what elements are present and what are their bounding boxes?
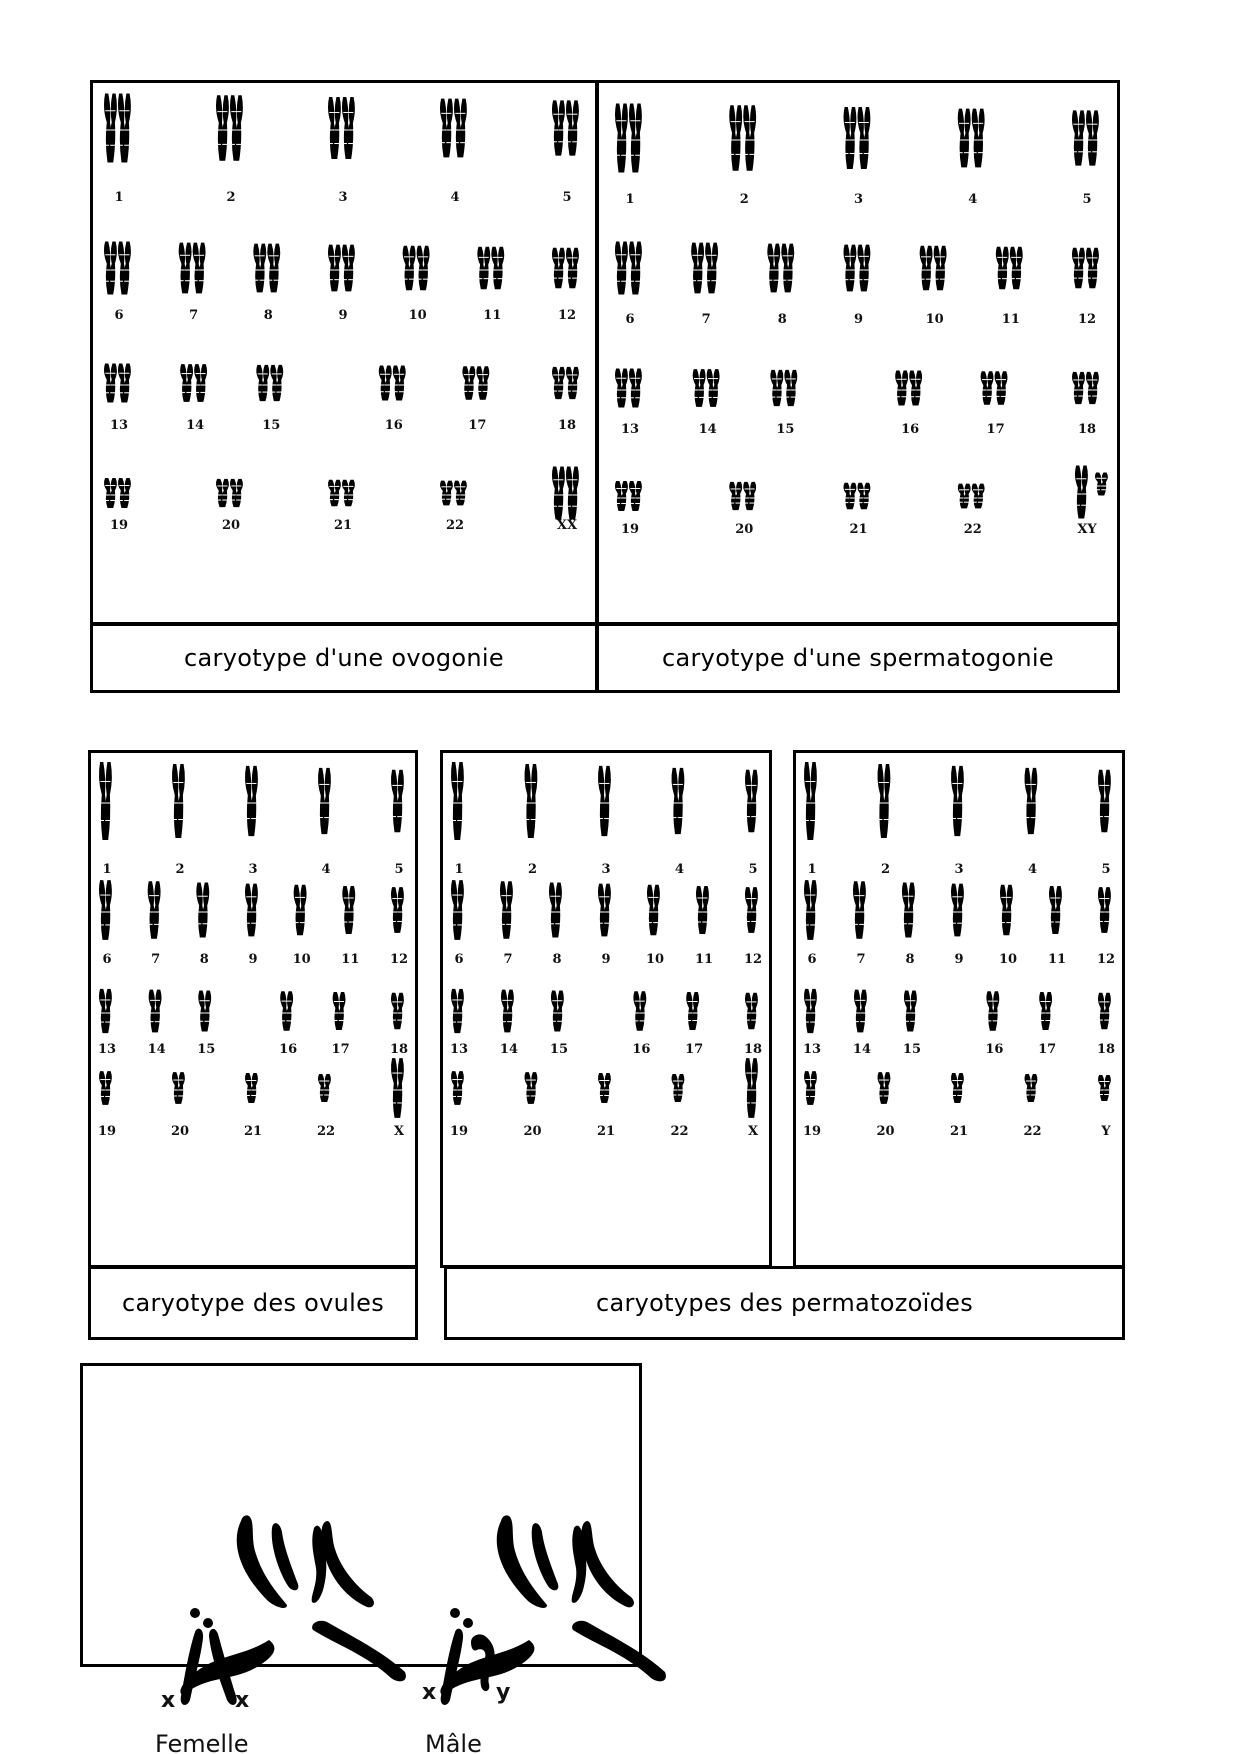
chromosome-number: 18	[1077, 422, 1097, 437]
female-x-label-left: x	[161, 1688, 176, 1713]
chromosome-pair-2	[729, 105, 756, 171]
chromosome-number: 17	[468, 418, 487, 433]
chromosome-pair-12	[745, 887, 758, 933]
chromosome-number: 17	[331, 1042, 350, 1057]
male-autosome-left-mid	[532, 1523, 559, 1590]
female-centromere-dot-2	[203, 1618, 213, 1628]
chromosome-pair-21	[951, 1073, 964, 1103]
chromosome-pair-13	[104, 363, 131, 402]
chromosome-pair-3	[245, 766, 258, 836]
chromosome-number: 20	[170, 1124, 190, 1139]
chromosome-pair-20	[172, 1072, 185, 1104]
chromosome-pair-3	[843, 107, 870, 169]
chromosome-pair-4	[1024, 768, 1037, 834]
male-x-label: x	[422, 1680, 437, 1705]
chromosome-number: 5	[1101, 862, 1111, 877]
chromosome-number: 9	[954, 952, 964, 967]
chromosome-pair-13	[99, 989, 112, 1033]
chromosome-number: 3	[954, 862, 964, 877]
chromosome-pair-17	[686, 992, 699, 1030]
chromosome-pair-22	[1024, 1074, 1037, 1102]
chromosome-number: 4	[674, 862, 685, 877]
chromosome-pair-6	[615, 242, 642, 295]
chromosome-number: 5	[748, 862, 758, 877]
chromosome-pair-18	[1072, 372, 1099, 404]
chromosome-number: 17	[986, 422, 1005, 437]
chromosome-pair-16	[379, 366, 406, 401]
caption-ovogonie: caryotype d'une ovogonie	[90, 623, 598, 693]
chromosome-number: 12	[557, 308, 577, 323]
spermatogonie-karyotype	[600, 83, 1117, 623]
chromosome-pair-2	[216, 95, 243, 161]
chromosome-pair-15	[904, 990, 917, 1031]
chromosome-number: 2	[739, 192, 749, 207]
chromosome-number: 19	[620, 522, 640, 537]
chromosome-pair-4	[440, 99, 467, 158]
chromosome-pair-10	[1000, 885, 1013, 935]
chromosome-number: 10	[925, 312, 944, 327]
chromosome-pair-3	[598, 766, 611, 836]
chromosome-number: 14	[147, 1042, 166, 1057]
chromosome-pair-16	[986, 991, 999, 1031]
chromosome-number: 2	[175, 862, 185, 877]
chromosome-pair-17	[462, 366, 489, 400]
chromosome-number: 18	[1096, 1042, 1116, 1057]
chromosome-pair-9	[951, 884, 964, 937]
chromosome-pair-19	[451, 1071, 464, 1105]
chromosome-number: 19	[97, 1124, 117, 1139]
male-autosome-right-outer	[572, 1621, 666, 1682]
chromosome-number: 16	[901, 422, 920, 437]
chromosome-number: 1	[807, 862, 817, 877]
chromosome-pair-13	[804, 989, 817, 1033]
female-autosome-left-mid	[272, 1523, 299, 1590]
chromosome-number: 1	[114, 190, 124, 205]
chromosome-number: 20	[735, 522, 754, 537]
chromosome-pair-3	[328, 97, 355, 159]
chromosome-number: 22	[445, 518, 465, 533]
chromosome-pair-13	[451, 989, 464, 1033]
chromosome-number: 7	[856, 952, 866, 967]
chromosome-number: 21	[949, 1124, 969, 1139]
chromosome-pair-16	[895, 371, 922, 406]
chromosome-pair-XX	[552, 467, 579, 520]
chromosome-pair-21	[598, 1073, 611, 1103]
chromosome-number: 4	[1027, 862, 1038, 877]
chromosome-pair-7	[853, 881, 866, 938]
chromosome-number: 2	[880, 862, 891, 877]
chromosome-pair-16	[633, 991, 646, 1031]
chromosome-pair-9	[328, 245, 355, 292]
chromosome-number: 8	[263, 308, 273, 323]
chromosome-pair-12	[1098, 887, 1111, 933]
chromosome-number: 4	[450, 190, 460, 205]
panel-divider	[595, 80, 599, 625]
chromosome-pair-22	[958, 484, 985, 509]
male-centromere-dot-2	[463, 1618, 473, 1628]
female-centromere-dot-1	[190, 1608, 200, 1618]
chromosome-pair-16	[280, 991, 293, 1031]
chromosome-pair-5	[1098, 770, 1111, 832]
chromosome-number: 16	[384, 418, 403, 433]
chromosome-pair-7	[148, 881, 161, 938]
chromosome-number: 8	[199, 952, 209, 967]
chromosome-pair-14	[180, 364, 207, 402]
chromosome-number: 8	[905, 952, 915, 967]
chromosome-number: 6	[102, 952, 112, 967]
caption-spermatozoides: caryotypes des permatozoïdes	[444, 1266, 1125, 1340]
chromosome-pair-1	[615, 104, 642, 173]
chromosome-pair-12	[1072, 248, 1099, 288]
ovule-karyotype	[91, 753, 415, 1265]
chromosome-number: 10	[292, 952, 311, 967]
chromosome-pair-15	[256, 365, 283, 401]
chromosome-pair-19	[104, 478, 131, 508]
chromosome-number: XX	[556, 518, 578, 533]
chromosome-pair-6	[804, 880, 817, 940]
chromosome-number: 14	[499, 1042, 519, 1057]
chromosome-number: 9	[248, 952, 258, 967]
chromosome-pair-11	[342, 886, 355, 934]
chromosome-pair-15	[198, 990, 211, 1031]
chromosome-pair-15	[770, 370, 797, 406]
chromosome-pair-10	[647, 885, 660, 935]
chromosome-number: 21	[596, 1124, 616, 1139]
chromosome-number: 20	[221, 518, 241, 533]
chromosome-number: 9	[338, 308, 348, 323]
chromosome-number: 22	[1023, 1124, 1042, 1139]
sex-chromosome-diagram	[83, 1366, 639, 1754]
chromosome-pair-20	[729, 482, 756, 510]
chromosome-pair-15	[551, 990, 564, 1031]
chromosome-number: 7	[189, 308, 199, 323]
chromosome-pair-18	[745, 993, 758, 1029]
chromosome-pair-19	[804, 1071, 817, 1105]
male-autosome-right-inner	[582, 1521, 634, 1607]
chromosome-pair-18	[391, 993, 404, 1029]
chromosome-pair-18	[552, 367, 579, 399]
chromosome-number: 10	[408, 308, 427, 323]
chromosome-pair-11	[477, 247, 504, 290]
chromosome-number: 20	[523, 1124, 542, 1139]
chromosome-pair-13	[615, 368, 642, 407]
chromosome-number: 6	[625, 312, 635, 327]
chromosome-pair-6	[104, 242, 131, 295]
chromosome-pair-12	[552, 248, 579, 288]
chromosome-number: 12	[743, 952, 763, 967]
chromosome-pair-6	[99, 880, 112, 940]
chromosome-number: 18	[743, 1042, 763, 1057]
chromosome-pair-8	[253, 244, 280, 293]
chromosome-pair-12	[391, 887, 404, 933]
chromosome-number: 9	[853, 312, 864, 327]
chromosome-pair-14	[693, 369, 720, 407]
chromosome-number: 11	[483, 308, 502, 323]
chromosome-pair-20	[216, 479, 243, 507]
chromosome-pair-20	[877, 1072, 890, 1104]
chromosome-number: 5	[1082, 192, 1092, 207]
female-label: Femelle	[155, 1730, 249, 1754]
chromosome-pair-9	[843, 245, 870, 292]
chromosome-number: 20	[876, 1124, 895, 1139]
chromosome-number: 11	[341, 952, 360, 967]
chromosome-number: X	[393, 1124, 405, 1139]
chromosome-pair-11	[696, 886, 709, 934]
chromosome-pair-9	[245, 884, 258, 937]
chromosome-number: 9	[601, 952, 611, 967]
female-chromosome-group	[180, 1515, 406, 1705]
chromosome-number: 21	[243, 1124, 263, 1139]
chromosome-pair-21	[328, 480, 355, 506]
chromosome-pair-7	[691, 243, 718, 294]
chromosome-pair-2	[172, 764, 185, 838]
chromosome-number: 11	[1047, 952, 1067, 967]
chromosome-number: 2	[527, 862, 538, 877]
chromosome-pair-6	[451, 880, 464, 940]
chromosome-number: 16	[279, 1042, 298, 1057]
chromosome-pair-8	[902, 882, 915, 937]
female-x-label-right: x	[235, 1688, 250, 1713]
chromosome-number: 12	[389, 952, 409, 967]
chromosome-pair-7	[179, 243, 206, 294]
spermatozoide-y-karyotype	[796, 753, 1122, 1265]
chromosome-number: 1	[102, 862, 112, 877]
chromosome-pair-17	[981, 371, 1008, 405]
chromosome-pair-21	[245, 1073, 258, 1103]
chromosome-pair-2	[877, 764, 890, 838]
chromosome-number: 18	[557, 418, 577, 433]
chromosome-number: XY	[1077, 522, 1097, 537]
chromosome-number: 7	[151, 952, 161, 967]
chromosome-number: 4	[321, 862, 331, 877]
chromosome-number: 11	[694, 952, 714, 967]
male-chromosome-group	[440, 1515, 666, 1705]
chromosome-number: 12	[1077, 312, 1097, 327]
chromosome-number: 5	[562, 190, 572, 205]
chromosome-number: 16	[985, 1042, 1004, 1057]
chromosome-number: 15	[262, 418, 281, 433]
chromosome-pair-5	[391, 770, 404, 832]
chromosome-number: 2	[226, 190, 236, 205]
chromosome-number: 13	[449, 1042, 469, 1057]
chromosome-pair-9	[598, 884, 611, 937]
chromosome-number: 8	[777, 312, 787, 327]
chromosome-number: 10	[998, 952, 1018, 967]
chromosome-pair-11	[1049, 886, 1062, 934]
chromosome-pair-5	[552, 100, 579, 155]
chromosome-number: 13	[620, 422, 640, 437]
chromosome-pair-19	[615, 481, 642, 511]
chromosome-pair-22	[318, 1074, 331, 1102]
chromosome-pair-17	[1039, 992, 1052, 1030]
chromosome-pair-20	[524, 1072, 537, 1104]
chromosome-number: 8	[552, 952, 562, 967]
chromosome-pair-X	[745, 1058, 758, 1118]
chromosome-number: 3	[853, 192, 864, 207]
chromosome-pair-Y	[1098, 1075, 1111, 1101]
chromosome-number: 15	[776, 422, 795, 437]
chromosome-number: 6	[454, 952, 464, 967]
chromosome-pair-5	[1072, 110, 1099, 165]
chromosome-number: X	[747, 1124, 759, 1139]
chromosome-number: 12	[1096, 952, 1116, 967]
chromosome-pair-14	[854, 990, 867, 1033]
caption-ovules: caryotype des ovules	[88, 1266, 418, 1340]
chromosome-pair-XY	[1075, 466, 1108, 519]
chromosome-number: 7	[701, 312, 711, 327]
chromosome-pair-10	[920, 246, 947, 291]
chromosome-pair-8	[767, 244, 794, 293]
chromosome-pair-17	[333, 992, 346, 1030]
chromosome-pair-19	[99, 1071, 112, 1105]
chromosome-pair-4	[958, 109, 985, 168]
chromosome-number: 21	[333, 518, 353, 533]
chromosome-number: 17	[685, 1042, 704, 1057]
chromosome-number: 22	[963, 522, 982, 537]
male-centromere-dot-1	[450, 1608, 460, 1618]
chromosome-number: 3	[338, 190, 348, 205]
chromosome-number: 19	[449, 1124, 469, 1139]
chromosome-number: 7	[503, 952, 513, 967]
chromosome-pair-1	[99, 762, 112, 840]
chromosome-pair-1	[104, 94, 131, 163]
chromosome-pair-14	[149, 990, 162, 1033]
chromosome-pair-8	[549, 882, 562, 937]
chromosome-pair-10	[294, 885, 307, 935]
chromosome-number: 14	[698, 422, 717, 437]
female-autosome-right-outer	[312, 1621, 406, 1682]
chromosome-number: 10	[645, 952, 665, 967]
male-y-label: y	[496, 1680, 511, 1705]
chromosome-pair-8	[196, 882, 209, 937]
chromosome-number: 22	[316, 1124, 336, 1139]
chromosome-number: 22	[670, 1124, 689, 1139]
female-autosome-right-inner	[322, 1521, 374, 1607]
chromosome-pair-4	[318, 768, 331, 834]
chromosome-number: 14	[186, 418, 205, 433]
chromosome-pair-5	[745, 770, 758, 832]
chromosome-number: 13	[802, 1042, 822, 1057]
chromosome-number: 4	[968, 192, 978, 207]
chromosome-number: 3	[248, 862, 258, 877]
chromosome-pair-2	[524, 764, 537, 838]
chromosome-number: Y	[1101, 1124, 1111, 1139]
chromosome-number: 11	[1001, 312, 1020, 327]
chromosome-number: 13	[97, 1042, 117, 1057]
chromosome-pair-14	[501, 990, 514, 1033]
chromosome-pair-11	[996, 247, 1023, 290]
chromosome-number: 18	[389, 1042, 409, 1057]
chromosome-pair-4	[671, 768, 684, 834]
chromosome-number: 15	[902, 1042, 922, 1057]
chromosome-number: 15	[549, 1042, 569, 1057]
chromosome-number: 3	[601, 862, 611, 877]
chromosome-pair-1	[804, 762, 817, 840]
chromosome-pair-X	[391, 1058, 404, 1118]
spermatozoide-x-karyotype	[443, 753, 769, 1265]
chromosome-number: 6	[114, 308, 124, 323]
chromosome-number: 1	[625, 192, 635, 207]
chromosome-number: 5	[394, 862, 404, 877]
chromosome-number: 21	[849, 522, 868, 537]
chromosome-number: 13	[109, 418, 129, 433]
chromosome-pair-1	[451, 762, 464, 840]
chromosome-number: 1	[454, 862, 464, 877]
chromosome-number: 16	[632, 1042, 651, 1057]
chromosome-number: 17	[1038, 1042, 1057, 1057]
chromosome-pair-7	[500, 881, 513, 938]
chromosome-number: 6	[807, 952, 817, 967]
chromosome-pair-18	[1098, 993, 1111, 1029]
chromosome-number: 15	[197, 1042, 216, 1057]
chromosome-pair-22	[440, 481, 467, 506]
chromosome-pair-22	[671, 1074, 684, 1102]
male-label: Mâle	[425, 1730, 482, 1754]
ovogonie-karyotype	[93, 83, 593, 623]
chromosome-pair-10	[403, 246, 430, 291]
chromosome-pair-21	[843, 483, 870, 509]
chromosome-number: 14	[852, 1042, 872, 1057]
chromosome-number: 19	[802, 1124, 822, 1139]
chromosome-pair-3	[951, 766, 964, 836]
chromosome-number: 19	[109, 518, 129, 533]
caption-spermatogonie: caryotype d'une spermatogonie	[596, 623, 1120, 693]
